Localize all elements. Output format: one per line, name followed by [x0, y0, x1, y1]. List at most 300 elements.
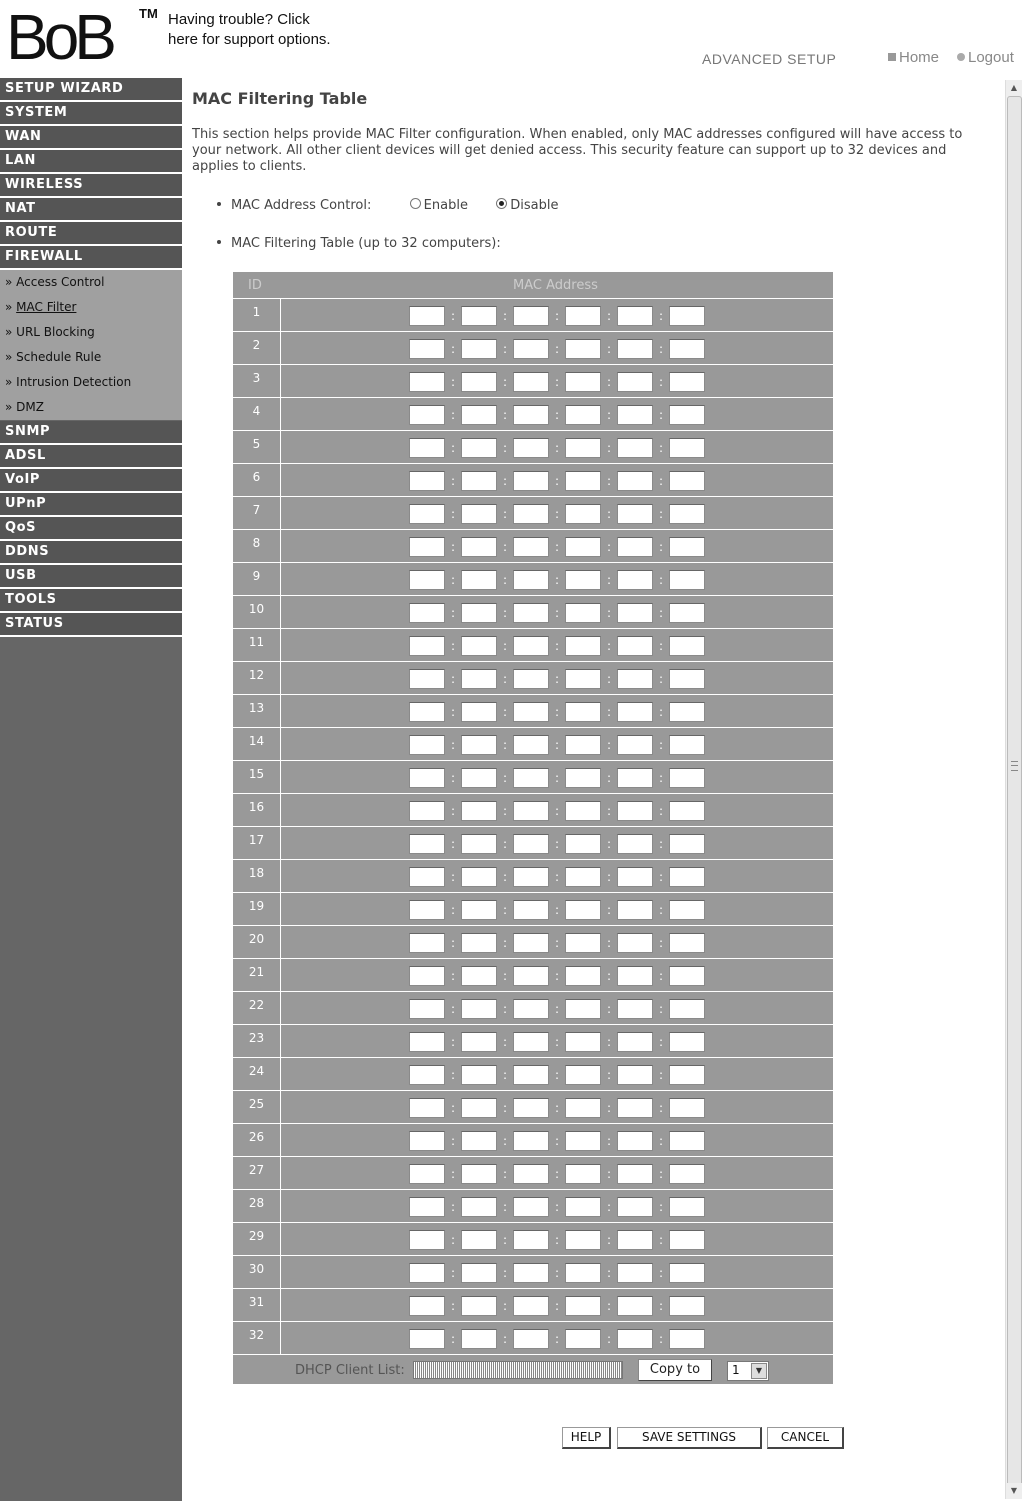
sidebar-subitem-text: Intrusion Detection	[16, 375, 132, 389]
mac-separator: :	[606, 936, 612, 950]
mac-octet-input[interactable]	[513, 438, 549, 458]
mac-separator: :	[606, 606, 612, 620]
mac-octet-input[interactable]	[461, 504, 497, 524]
mac-octet-input[interactable]	[565, 504, 601, 524]
mac-separator: :	[658, 936, 664, 950]
mac-octet-input[interactable]	[513, 570, 549, 590]
mac-octet-input[interactable]	[461, 1131, 497, 1151]
mac-octet-input[interactable]	[461, 933, 497, 953]
home-link[interactable]	[888, 49, 939, 66]
row-id: 7	[252, 503, 261, 517]
mac-octet-input[interactable]	[513, 1065, 549, 1085]
mac-separator: :	[658, 738, 664, 752]
mac-octet-input[interactable]	[513, 537, 549, 557]
mac-octet-input[interactable]	[409, 1131, 445, 1151]
sidebar-item-firewall[interactable]	[0, 246, 182, 270]
mac-octet-input[interactable]	[565, 1197, 601, 1217]
mac-octet-input[interactable]	[617, 471, 653, 491]
mac-octet-input[interactable]	[617, 405, 653, 425]
mac-octet-input[interactable]	[669, 471, 705, 491]
sidebar-item-tools[interactable]	[0, 589, 182, 613]
mac-octet-input[interactable]	[409, 669, 445, 689]
mac-octet-input[interactable]	[565, 702, 601, 722]
mac-octet-input[interactable]	[617, 834, 653, 854]
sidebar-item-qos[interactable]	[0, 517, 182, 541]
mac-table-caption	[217, 236, 501, 251]
mac-separator: :	[658, 903, 664, 917]
mac-separator: :	[502, 1002, 508, 1016]
mac-octet-input[interactable]	[461, 900, 497, 920]
support-link[interactable]: Having trouble? Click here for support options.	[168, 11, 331, 48]
mac-octet-input[interactable]	[461, 999, 497, 1019]
mac-separator: :	[502, 1233, 508, 1247]
mac-octet-input[interactable]	[617, 570, 653, 590]
mac-octet-input[interactable]	[461, 1065, 497, 1085]
sidebar-item-lan[interactable]	[0, 150, 182, 174]
mac-octet-input[interactable]	[513, 1329, 549, 1349]
mac-separator: :	[450, 837, 456, 851]
mac-separator: :	[502, 1332, 508, 1346]
mac-octet-input[interactable]	[617, 1131, 653, 1151]
sidebar-subitem-mac-filter[interactable]	[0, 295, 182, 320]
mac-octet-input[interactable]	[409, 636, 445, 656]
mac-octet-input[interactable]	[513, 636, 549, 656]
mac-octet-input[interactable]	[565, 1263, 601, 1283]
mac-octet-input[interactable]	[461, 1164, 497, 1184]
sidebar-item-adsl[interactable]	[0, 445, 182, 469]
mac-octet-input[interactable]	[565, 735, 601, 755]
disable-radio[interactable]	[496, 198, 507, 209]
mac-octet-input[interactable]	[669, 1131, 705, 1151]
chevron-down-icon[interactable]: ▼	[751, 1363, 767, 1379]
mac-octet-input[interactable]	[461, 1197, 497, 1217]
scroll-down-icon[interactable]: ▼	[1006, 1483, 1022, 1499]
mac-octet-input[interactable]	[461, 1263, 497, 1283]
mac-octet-input[interactable]	[669, 306, 705, 326]
mac-octet-input[interactable]	[565, 1329, 601, 1349]
mac-octet-input[interactable]	[461, 570, 497, 590]
mac-octet-input[interactable]	[513, 1164, 549, 1184]
mac-octet-input[interactable]	[409, 537, 445, 557]
mac-octet-input[interactable]	[409, 471, 445, 491]
sidebar-item-voip[interactable]	[0, 469, 182, 493]
mac-octet-input[interactable]	[513, 504, 549, 524]
row-id: 3	[252, 371, 261, 385]
mac-octet-input[interactable]	[565, 471, 601, 491]
mac-octet-input[interactable]	[617, 438, 653, 458]
mac-octet-input[interactable]	[669, 1329, 705, 1349]
sidebar-subitem-label	[5, 350, 101, 364]
mac-octet-input[interactable]	[669, 504, 705, 524]
mac-separator: :	[502, 1299, 508, 1313]
mac-octet-input[interactable]	[409, 1098, 445, 1118]
mac-octet-input[interactable]	[565, 339, 601, 359]
mac-separator: :	[554, 1266, 560, 1280]
table-row	[233, 1222, 833, 1255]
mac-separator: :	[554, 606, 560, 620]
row-id-cell	[233, 464, 281, 496]
mac-octet-input[interactable]	[461, 405, 497, 425]
mac-octet-input[interactable]	[461, 801, 497, 821]
logout-link[interactable]	[957, 49, 1014, 66]
mac-octet-input[interactable]	[669, 834, 705, 854]
mac-octet-input[interactable]	[513, 966, 549, 986]
mac-octet-input[interactable]	[669, 438, 705, 458]
mac-octet-input[interactable]	[409, 867, 445, 887]
mac-octet-input[interactable]	[617, 1098, 653, 1118]
mac-octet-input[interactable]	[565, 834, 601, 854]
mac-separator: :	[658, 1002, 664, 1016]
mac-octet-input[interactable]	[409, 966, 445, 986]
mac-octet-input[interactable]	[617, 504, 653, 524]
sidebar-subitem-intrusion-detection[interactable]	[0, 370, 182, 395]
mac-octet-input[interactable]	[461, 1032, 497, 1052]
mac-separator: :	[450, 375, 456, 389]
mac-octet-input[interactable]	[669, 1065, 705, 1085]
mac-octet-input[interactable]	[461, 1230, 497, 1250]
mac-octet-input[interactable]	[617, 867, 653, 887]
mac-octet-input[interactable]	[617, 1230, 653, 1250]
mac-octet-input[interactable]	[409, 1065, 445, 1085]
sidebar-item-system[interactable]	[0, 102, 182, 126]
mac-octet-input[interactable]	[669, 570, 705, 590]
row-id-cell	[233, 1223, 281, 1255]
mac-octet-input[interactable]	[565, 966, 601, 986]
mac-octet-input[interactable]	[513, 735, 549, 755]
mac-octet-input[interactable]	[669, 537, 705, 557]
mac-octet-input[interactable]	[565, 438, 601, 458]
mac-octet-input[interactable]	[669, 867, 705, 887]
mac-control-row	[217, 198, 558, 213]
table-row	[233, 628, 833, 661]
home-link-label: Home	[899, 49, 940, 66]
mac-octet-input[interactable]	[409, 1230, 445, 1250]
mac-octet-input[interactable]	[409, 768, 445, 788]
mac-octet-input[interactable]	[617, 1263, 653, 1283]
mac-octet-input[interactable]	[409, 1329, 445, 1349]
mac-octet-input[interactable]	[565, 867, 601, 887]
mac-octet-input[interactable]	[565, 669, 601, 689]
mac-octet-input[interactable]	[617, 306, 653, 326]
mac-octet-input[interactable]	[565, 1098, 601, 1118]
mac-table-label: MAC Filtering Table (up to 32 computers):	[231, 236, 501, 251]
mac-octet-input[interactable]	[617, 372, 653, 392]
mac-octet-input[interactable]	[669, 603, 705, 623]
mac-octet-input[interactable]	[409, 933, 445, 953]
mac-octet-input[interactable]	[669, 1197, 705, 1217]
mac-octet-input[interactable]	[409, 801, 445, 821]
mac-separator: :	[658, 1200, 664, 1214]
mac-octet-input[interactable]	[513, 1296, 549, 1316]
table-header	[233, 272, 833, 298]
sidebar-item-route[interactable]	[0, 222, 182, 246]
mac-octet-input[interactable]	[669, 966, 705, 986]
mac-octet-input[interactable]	[617, 801, 653, 821]
mac-octet-input[interactable]	[461, 966, 497, 986]
table-row	[233, 694, 833, 727]
row-id: 11	[248, 635, 265, 649]
mac-separator: :	[658, 474, 664, 488]
mac-separator: :	[554, 936, 560, 950]
mac-octet-input[interactable]	[513, 1263, 549, 1283]
mac-separator: :	[554, 1167, 560, 1181]
mac-octet-input[interactable]	[565, 1032, 601, 1052]
sidebar-item-nat[interactable]	[0, 198, 182, 222]
mac-separator: :	[450, 309, 456, 323]
mac-octet-input[interactable]	[409, 504, 445, 524]
mac-octet-input[interactable]	[669, 999, 705, 1019]
mac-octet-input[interactable]	[617, 1032, 653, 1052]
mac-octet-input[interactable]	[513, 1032, 549, 1052]
mac-octet-input[interactable]	[565, 636, 601, 656]
mac-octet-input[interactable]	[565, 933, 601, 953]
sidebar-subitem-schedule-rule[interactable]	[0, 345, 182, 370]
mac-separator: :	[606, 1035, 612, 1049]
mac-octet-input[interactable]	[461, 834, 497, 854]
mac-octet-input[interactable]	[513, 669, 549, 689]
mac-octet-input[interactable]	[409, 570, 445, 590]
row-id: 16	[248, 800, 265, 814]
mac-octet-input[interactable]	[513, 702, 549, 722]
table-row	[233, 925, 833, 958]
sidebar-item-upnp[interactable]	[0, 493, 182, 517]
copy-target-select[interactable]	[727, 1361, 769, 1381]
save-settings-button[interactable]: SAVE SETTINGS	[617, 1427, 762, 1449]
mac-octet-input[interactable]	[461, 603, 497, 623]
mac-separator: :	[554, 1068, 560, 1082]
mac-octet-input[interactable]	[617, 1197, 653, 1217]
mac-octet-input[interactable]	[513, 999, 549, 1019]
mac-separator: :	[658, 969, 664, 983]
sidebar-subitem-dmz[interactable]	[0, 395, 182, 420]
mac-octet-input[interactable]	[617, 603, 653, 623]
mac-octet-input[interactable]	[409, 999, 445, 1019]
mac-separator: :	[606, 441, 612, 455]
mac-octet-input[interactable]	[513, 867, 549, 887]
mac-octet-input[interactable]	[669, 1164, 705, 1184]
mac-octet-input[interactable]	[513, 306, 549, 326]
sidebar-item-usb[interactable]	[0, 565, 182, 589]
mac-octet-input[interactable]	[513, 1230, 549, 1250]
table-row	[233, 958, 833, 991]
mac-octet-input[interactable]	[669, 900, 705, 920]
mac-octet-input[interactable]	[513, 339, 549, 359]
mac-octet-input[interactable]	[513, 834, 549, 854]
mac-octet-input[interactable]	[461, 1329, 497, 1349]
mac-octet-input[interactable]	[565, 405, 601, 425]
mac-octet-input[interactable]	[409, 306, 445, 326]
mac-octet-input[interactable]	[669, 339, 705, 359]
mac-octet-input[interactable]	[461, 867, 497, 887]
mac-octet-input[interactable]	[669, 669, 705, 689]
table-row	[233, 298, 833, 331]
table-row	[233, 1057, 833, 1090]
mac-octet-input[interactable]	[669, 735, 705, 755]
mac-octet-input[interactable]	[409, 339, 445, 359]
mac-octet-input[interactable]	[409, 1296, 445, 1316]
mac-octet-input[interactable]	[513, 1197, 549, 1217]
mac-octet-input[interactable]	[409, 1263, 445, 1283]
mac-octet-input[interactable]	[409, 834, 445, 854]
dhcp-client-list-label: DHCP Client List:	[295, 1363, 405, 1378]
scrollbar-thumb[interactable]	[1007, 96, 1022, 1486]
mac-octet-input[interactable]	[669, 768, 705, 788]
mac-octet-input[interactable]	[669, 372, 705, 392]
mac-octet-input[interactable]	[565, 1065, 601, 1085]
mac-octet-input[interactable]	[409, 1164, 445, 1184]
mac-octet-input[interactable]	[669, 1032, 705, 1052]
mac-separator: :	[502, 639, 508, 653]
sidebar-item-snmp[interactable]	[0, 421, 182, 445]
row-id: 32	[248, 1328, 265, 1342]
mac-separator: :	[502, 408, 508, 422]
mac-octet-input[interactable]	[409, 603, 445, 623]
copy-to-button[interactable]: Copy to	[638, 1359, 712, 1381]
mac-octet-input[interactable]	[565, 1164, 601, 1184]
mac-octet-input[interactable]	[565, 768, 601, 788]
bob-logo[interactable]: BoB	[6, 1, 112, 73]
mac-octet-input[interactable]	[565, 570, 601, 590]
mac-octet-input[interactable]	[513, 768, 549, 788]
mac-octet-input[interactable]	[461, 438, 497, 458]
mac-octet-input[interactable]	[617, 1065, 653, 1085]
mac-separator: :	[606, 1068, 612, 1082]
sidebar-item-wireless[interactable]	[0, 174, 182, 198]
mac-octet-input[interactable]	[513, 933, 549, 953]
mac-octet-input[interactable]	[565, 801, 601, 821]
row-id: 5	[252, 437, 261, 451]
mac-octet-input[interactable]	[617, 537, 653, 557]
mac-octet-input[interactable]	[669, 933, 705, 953]
mac-octet-input[interactable]	[617, 636, 653, 656]
mac-separator: :	[502, 936, 508, 950]
sidebar-item-status[interactable]	[0, 613, 182, 637]
mac-octet-input[interactable]	[669, 801, 705, 821]
mac-octet-input[interactable]	[617, 900, 653, 920]
vertical-scrollbar[interactable]	[1005, 80, 1022, 1499]
sidebar-item-label: SNMP	[5, 424, 51, 439]
mac-octet-input[interactable]	[513, 900, 549, 920]
sidebar-item-setup-wizard[interactable]	[0, 78, 182, 102]
mac-octet-input[interactable]	[565, 1230, 601, 1250]
mac-octet-input[interactable]	[409, 702, 445, 722]
table-row	[233, 595, 833, 628]
mac-octet-input[interactable]	[513, 372, 549, 392]
table-row	[233, 661, 833, 694]
help-button[interactable]: HELP	[562, 1427, 611, 1449]
mac-separator: :	[450, 870, 456, 884]
mac-octet-input[interactable]	[669, 1230, 705, 1250]
sidebar-item-label: WIRELESS	[5, 177, 84, 192]
mac-octet-input[interactable]	[617, 966, 653, 986]
mac-octet-input[interactable]	[513, 1098, 549, 1118]
mac-octet-input[interactable]	[565, 999, 601, 1019]
mac-octet-input[interactable]	[669, 636, 705, 656]
row-id-cell	[233, 431, 281, 463]
mac-octet-input[interactable]	[669, 1263, 705, 1283]
mac-octet-input[interactable]	[461, 768, 497, 788]
mac-separator: :	[606, 1167, 612, 1181]
mac-octet-input[interactable]	[565, 900, 601, 920]
mac-octet-input[interactable]	[461, 471, 497, 491]
mac-octet-input[interactable]	[461, 636, 497, 656]
row-id-cell	[233, 761, 281, 793]
mac-octet-input[interactable]	[565, 1131, 601, 1151]
mac-octet-input[interactable]	[461, 669, 497, 689]
cancel-button[interactable]: CANCEL	[767, 1427, 844, 1449]
mac-octet-input[interactable]	[617, 735, 653, 755]
mac-octet-input[interactable]	[565, 603, 601, 623]
mac-octet-input[interactable]	[461, 339, 497, 359]
mac-octet-input[interactable]	[513, 801, 549, 821]
mac-separator: :	[606, 1266, 612, 1280]
mac-octet-input[interactable]	[617, 1296, 653, 1316]
mac-octet-input[interactable]	[409, 1197, 445, 1217]
mac-octet-input[interactable]	[617, 339, 653, 359]
mac-octet-input[interactable]	[669, 1098, 705, 1118]
copy-target-value: 1	[732, 1363, 740, 1377]
mac-separator: :	[606, 969, 612, 983]
sidebar-item-ddns[interactable]	[0, 541, 182, 565]
mac-octet-input[interactable]	[513, 471, 549, 491]
mac-octet-input[interactable]	[669, 1296, 705, 1316]
mac-octet-input[interactable]	[461, 735, 497, 755]
sidebar-item-wan[interactable]	[0, 126, 182, 150]
mac-separator: :	[554, 408, 560, 422]
mac-octet-input[interactable]	[461, 537, 497, 557]
sidebar-item-label: SYSTEM	[5, 105, 68, 120]
mac-octet-input[interactable]	[669, 702, 705, 722]
mac-octet-input[interactable]	[409, 372, 445, 392]
mac-octet-input[interactable]	[409, 438, 445, 458]
mac-octet-input[interactable]	[617, 1329, 653, 1349]
mac-octet-input[interactable]	[669, 405, 705, 425]
mac-octet-input[interactable]	[409, 735, 445, 755]
mac-octet-input[interactable]	[513, 1131, 549, 1151]
mac-octet-input[interactable]	[617, 669, 653, 689]
mac-octet-input[interactable]	[409, 900, 445, 920]
mac-octet-input[interactable]	[617, 768, 653, 788]
mac-octet-input[interactable]	[565, 537, 601, 557]
mac-octet-input[interactable]	[617, 702, 653, 722]
mac-octet-input[interactable]	[565, 1296, 601, 1316]
sidebar-subitem-url-blocking[interactable]	[0, 320, 182, 345]
mac-octet-input[interactable]	[461, 372, 497, 392]
row-id-cell	[233, 992, 281, 1024]
mac-octet-input[interactable]	[513, 405, 549, 425]
mac-octet-input[interactable]	[409, 405, 445, 425]
mac-octet-input[interactable]	[617, 933, 653, 953]
enable-radio[interactable]	[410, 198, 421, 209]
mac-octet-input[interactable]	[617, 1164, 653, 1184]
mac-octet-input[interactable]	[565, 306, 601, 326]
dhcp-client-select[interactable]	[413, 1361, 623, 1379]
row-id-cell	[233, 332, 281, 364]
mac-octet-input[interactable]	[617, 999, 653, 1019]
sidebar-subitem-access-control[interactable]	[0, 270, 182, 295]
scroll-up-icon[interactable]: ▲	[1006, 80, 1022, 96]
mac-octet-input[interactable]	[409, 1032, 445, 1052]
mac-octet-input[interactable]	[513, 603, 549, 623]
mac-octet-input[interactable]	[461, 306, 497, 326]
row-id-cell	[233, 860, 281, 892]
mac-octet-input[interactable]	[461, 1296, 497, 1316]
mac-octet-input[interactable]	[461, 1098, 497, 1118]
mac-octet-input[interactable]	[565, 372, 601, 392]
mac-separator: :	[606, 738, 612, 752]
mac-octet-input[interactable]	[461, 702, 497, 722]
mac-separator: :	[606, 1233, 612, 1247]
